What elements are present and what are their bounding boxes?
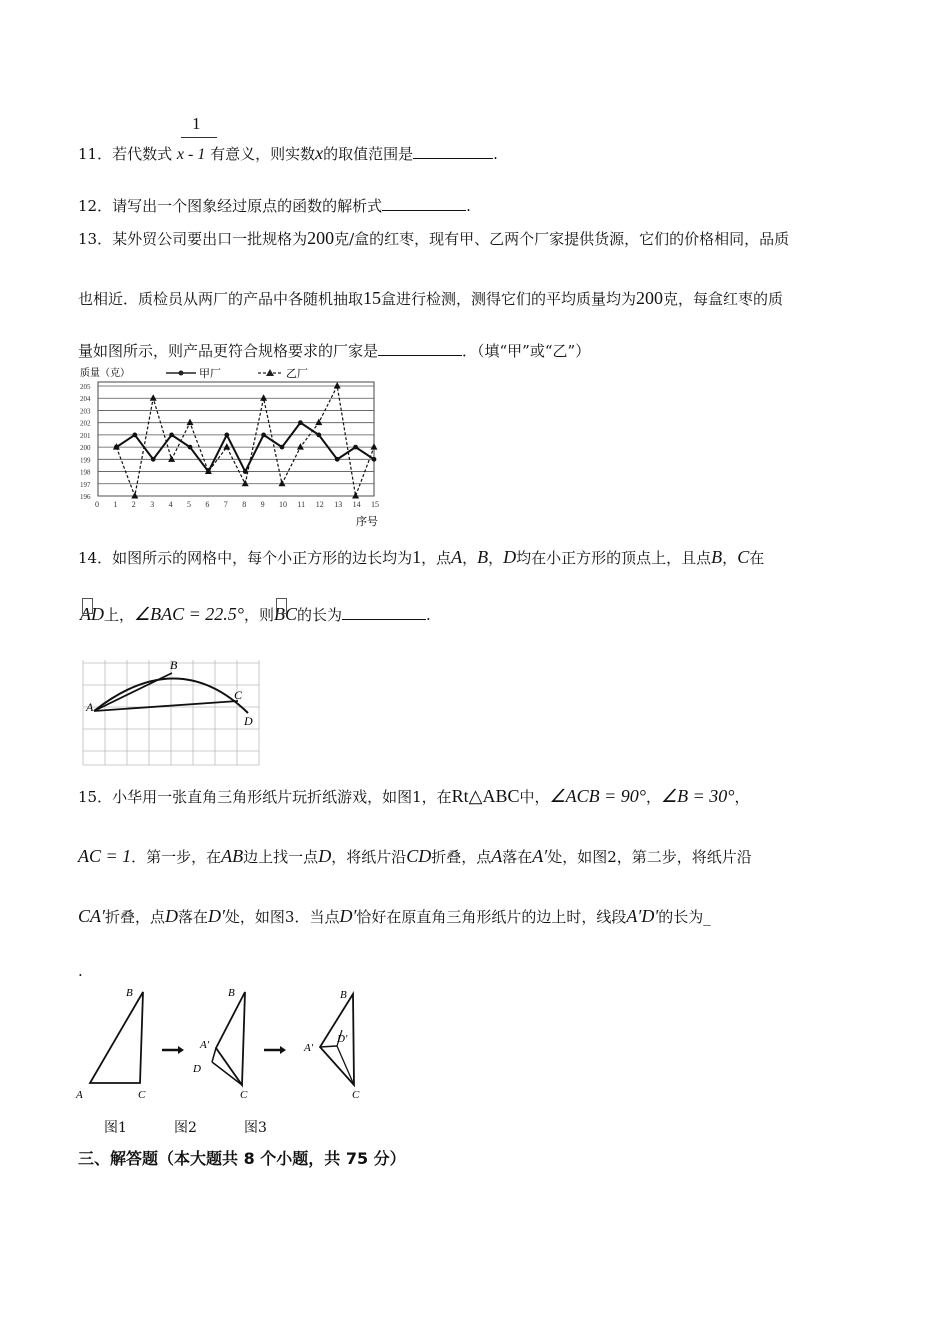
q11-end: .	[493, 145, 498, 163]
q15-line3-e: 的长为_	[658, 908, 711, 926]
series-jia-point	[280, 445, 285, 450]
question-14-line-1	[78, 547, 764, 568]
q15-segment-ca-prime: CA′	[78, 906, 105, 926]
q15-figures	[74, 982, 374, 1102]
chart-x-tick-label: 8	[242, 500, 247, 509]
section-3-heading: 三、解答题（本大题共 8 个小题，共 75 分）	[78, 1149, 406, 1168]
question-13-line-2	[78, 288, 783, 309]
legend-series-jia: 甲厂	[199, 368, 221, 380]
q13-number: 13．	[78, 230, 113, 248]
q14-fig-label-d: D	[244, 714, 253, 728]
q11-answer-blank[interactable]	[413, 144, 493, 159]
chart-y-tick-label: 203	[80, 407, 91, 416]
q15-fig3-label-d-prime: D′	[337, 1033, 348, 1045]
series-yi-point	[168, 455, 175, 462]
q15-line3-c: 处，如图3．当点	[224, 908, 340, 926]
q14-grid-figure	[78, 655, 268, 770]
series-yi-line	[116, 386, 374, 496]
q13-line2-b: 盒进行检测，测得它们的平均质量均为	[381, 290, 637, 308]
q15-fig2-segment-2	[216, 1048, 242, 1085]
q15-line-4: .	[78, 962, 83, 980]
q14-line1-b: ，点	[421, 549, 452, 567]
q15-line3-b: 落在	[177, 908, 208, 926]
q14-number: 14．	[78, 549, 113, 567]
q12-end: .	[466, 197, 471, 215]
q15-fig-caption-2: 图2	[174, 1120, 197, 1136]
arrow-right-icon	[162, 1046, 184, 1054]
chart-x-tick-label: 7	[223, 500, 228, 509]
q15-line1-a: 小华用一张直角三角形纸片玩折纸游戏，如图1，在	[112, 788, 452, 806]
q15-fig-caption-1: 图1	[104, 1120, 127, 1136]
chart-y-tick-label: 197	[80, 480, 91, 489]
q15-segment-cd: CD	[406, 846, 432, 866]
chart-x-tick-label: 5	[187, 500, 191, 509]
series-jia-point	[298, 420, 303, 425]
q11-fraction-numerator: 1	[192, 114, 201, 133]
q14-segment-ac	[94, 701, 238, 711]
q15-point-d-prime: D′	[207, 906, 225, 926]
question-14-line-2	[80, 604, 431, 625]
chart-ylabel: 质量（克）	[80, 368, 130, 379]
q15-sep2: ，	[734, 788, 750, 806]
arrow-right-icon	[264, 1046, 286, 1054]
series-jia-point	[316, 432, 321, 437]
q11-text-a: 若代数式	[112, 145, 173, 163]
question-13-line-1	[78, 228, 789, 249]
q14-arc-ad: AD	[80, 604, 104, 624]
q14-line2-a: 上，	[104, 606, 135, 624]
q13-line1-a: 某外贸公司要出口一批规格为	[112, 230, 308, 248]
series-jia-point	[188, 445, 193, 450]
chart-xlabel: 序号	[356, 516, 378, 528]
chart-x-tick-label: 13	[334, 500, 343, 509]
q14-line1-c: 均在小正方形的顶点上，且点	[516, 549, 712, 567]
chart-x-tick-label: 0	[95, 500, 99, 509]
series-jia-point	[151, 457, 156, 462]
series-yi-point	[315, 419, 322, 426]
question-11	[78, 143, 498, 164]
series-yi-point	[352, 492, 359, 499]
series-yi-point	[187, 419, 194, 426]
q15-line2-d: 折叠，点	[431, 848, 492, 866]
q15-side-ab: AB	[221, 846, 244, 866]
q12-text: 请写出一个图象经过原点的函数的解析式	[112, 197, 383, 215]
q15-fig3-label-b: B	[340, 989, 347, 1001]
series-jia-point	[335, 457, 340, 462]
chart-y-tick-label: 199	[80, 456, 91, 465]
q15-fig2-label-c: C	[240, 1089, 248, 1101]
chart-x-tick-label: 2	[131, 500, 136, 509]
q15-fig2-fold-cd	[212, 1062, 242, 1085]
chart-x-tick-label: 10	[279, 500, 287, 509]
q14-side-length: 1	[412, 547, 422, 567]
q15-fig2-label-d: D	[193, 1063, 201, 1075]
series-yi-point	[334, 382, 341, 389]
q15-fig3-segment-ad-prime	[320, 1046, 337, 1047]
chart-y-tick-label: 204	[80, 395, 91, 404]
q14-point-d: D	[503, 547, 517, 567]
q15-fig1-label-c: C	[138, 1089, 146, 1101]
q15-fig1-triangle	[90, 992, 143, 1083]
q14-arc-bc: BC	[274, 604, 298, 624]
chart-y-tick-label: 205	[80, 383, 91, 391]
q13-line2-c: 克，每盒红枣的质	[663, 290, 784, 308]
chart-y-tick-label: 198	[80, 468, 91, 477]
q11-var-x: x	[315, 143, 324, 163]
chart-x-tick-label: 15	[371, 500, 379, 509]
q15-line1-b: 中，	[519, 788, 550, 806]
series-yi-point	[242, 480, 249, 487]
q15-point-a-prime: A′	[532, 846, 548, 866]
q13-line2-a: 也相近．质检员从两厂的产品中各随机抽取	[78, 290, 364, 308]
q15-fig2-segment	[212, 1048, 216, 1062]
q15-fig2-label-a-prime: A′	[200, 1039, 210, 1051]
q11-number: 11．	[78, 145, 113, 163]
q14-fig-label-c: C	[234, 688, 243, 702]
q14-point-c: C	[737, 547, 750, 567]
series-yi-point	[131, 492, 138, 499]
chart-x-tick-label: 11	[297, 500, 306, 509]
q15-line2-f: 处，如图2，第二步，将纸片沿	[547, 848, 752, 866]
chart-y-tick-label: 201	[80, 431, 91, 440]
q15-line2-b: 边上找一点	[243, 848, 319, 866]
series-yi-point	[279, 480, 286, 487]
chart-x-tick-label: 4	[168, 500, 173, 509]
q15-triangle: Rt△ABC	[451, 786, 520, 806]
q14-line2-c: 的长为	[297, 606, 343, 624]
arc-symbol-icon	[82, 598, 93, 614]
q11-fraction-denominator: x - 1	[176, 146, 206, 163]
q15-angle-b: ∠B = 30°	[661, 786, 735, 806]
chart-x-tick-label: 3	[150, 500, 155, 509]
q12-number: 12．	[78, 197, 113, 215]
series-yi-point	[260, 394, 267, 401]
q15-fig3-segment	[337, 1046, 354, 1085]
chart-y-tick-label: 202	[80, 419, 91, 428]
q15-line3-a: 折叠，点	[104, 908, 165, 926]
q13-answer-blank[interactable]	[378, 341, 462, 356]
series-jia-point	[132, 432, 137, 437]
series-jia-point	[372, 457, 377, 462]
q15-segment-ad-prime: A′D′	[626, 906, 659, 926]
q13-line3-a: 量如图所示，则产品更符合规格要求的厂家是	[78, 342, 379, 360]
question-15-line-2	[78, 846, 752, 867]
q15-point-d: D	[318, 846, 332, 866]
q14-sep1: ，	[462, 549, 478, 567]
q15-sep1: ，	[646, 788, 662, 806]
question-12	[78, 195, 471, 216]
question-15-line-1	[78, 786, 750, 807]
chart-x-tick-label: 14	[352, 500, 361, 509]
q15-point-d-prime-2: D′	[339, 906, 357, 926]
q15-fig3-label-c: C	[352, 1089, 360, 1101]
arc-symbol-icon	[276, 598, 287, 614]
q15-number: 15．	[78, 788, 113, 806]
series-jia-point	[353, 445, 358, 450]
q15-fig1-label-b: B	[126, 987, 133, 999]
series-jia-point	[261, 432, 266, 437]
q13-mean-value: 200	[636, 288, 664, 308]
series-yi-point	[150, 394, 157, 401]
q13-sample-count: 15	[363, 288, 382, 308]
q14-sep3: ，	[722, 549, 738, 567]
q14-point-b2: B	[711, 547, 723, 567]
q14-fig-label-b: B	[170, 658, 178, 672]
q14-fig-label-a: A	[86, 700, 94, 714]
q13-line1-b: 克/盒的红枣，现有甲、乙两个厂家提供货源，它们的价格相同，品质	[334, 230, 790, 248]
chart-legend	[166, 367, 308, 380]
q15-fig-caption-3: 图3	[244, 1120, 267, 1136]
q15-fig3-label-a-prime: A′	[304, 1042, 314, 1054]
q15-point-d-2: D	[164, 906, 178, 926]
q15-line2-a: ．第一步，在	[131, 848, 222, 866]
q14-segment-ab	[94, 673, 172, 711]
q15-point-a: A	[491, 846, 503, 866]
series-jia-point	[169, 432, 174, 437]
q15-fig1-label-a: A	[76, 1089, 83, 1101]
q15-fig2-triangle	[216, 992, 245, 1085]
q14-sep2: ，	[488, 549, 504, 567]
q13-spec-value: 200	[307, 228, 335, 248]
chart-plot-frame	[98, 382, 374, 496]
q15-line3-d: 恰好在原直角三角形纸片的边上时，线段	[356, 908, 627, 926]
series-jia-point	[224, 432, 229, 437]
series-yi-point	[223, 443, 230, 450]
chart-x-tick-label: 12	[315, 500, 324, 509]
q14-angle-bac: ∠BAC = 22.5°	[134, 604, 244, 624]
chart-x-tick-label: 1	[113, 500, 118, 509]
q11-fraction-bar	[181, 137, 217, 138]
q13-line3-b: ．（填“甲”或“乙”）	[462, 342, 591, 360]
q14-line1-a: 如图所示的网格中，每个小正方形的边长均为	[112, 549, 413, 567]
q14-point-a: A	[451, 547, 463, 567]
q15-fig2-label-b: B	[228, 987, 235, 999]
q12-answer-blank[interactable]	[382, 196, 466, 211]
legend-series-yi: 乙厂	[286, 368, 308, 380]
q14-end: .	[426, 606, 431, 624]
q11-text-c: 的取值范围是	[323, 145, 414, 163]
q15-angle-acb: ∠ACB = 90°	[549, 786, 647, 806]
q14-point-b: B	[477, 547, 489, 567]
chart-y-tick-label: 196	[80, 493, 91, 501]
question-13-line-3	[78, 340, 590, 361]
chart-x-tick-label: 6	[205, 500, 210, 509]
q14-answer-blank[interactable]	[342, 605, 426, 620]
q14-line2-b: ，则	[244, 606, 275, 624]
q15-line2-e: 落在	[502, 848, 533, 866]
q14-line1-d: 在	[749, 549, 765, 567]
q11-text-b: 有意义，则实数	[210, 145, 316, 163]
q13-quality-chart	[78, 366, 390, 528]
chart-y-tick-label: 200	[80, 444, 91, 453]
q15-ac-length: AC = 1	[78, 846, 132, 866]
q15-line2-c: ，将纸片沿	[331, 848, 407, 866]
series-yi-point	[371, 443, 378, 450]
question-15-line-3	[78, 906, 711, 927]
chart-x-tick-label: 9	[260, 500, 265, 509]
